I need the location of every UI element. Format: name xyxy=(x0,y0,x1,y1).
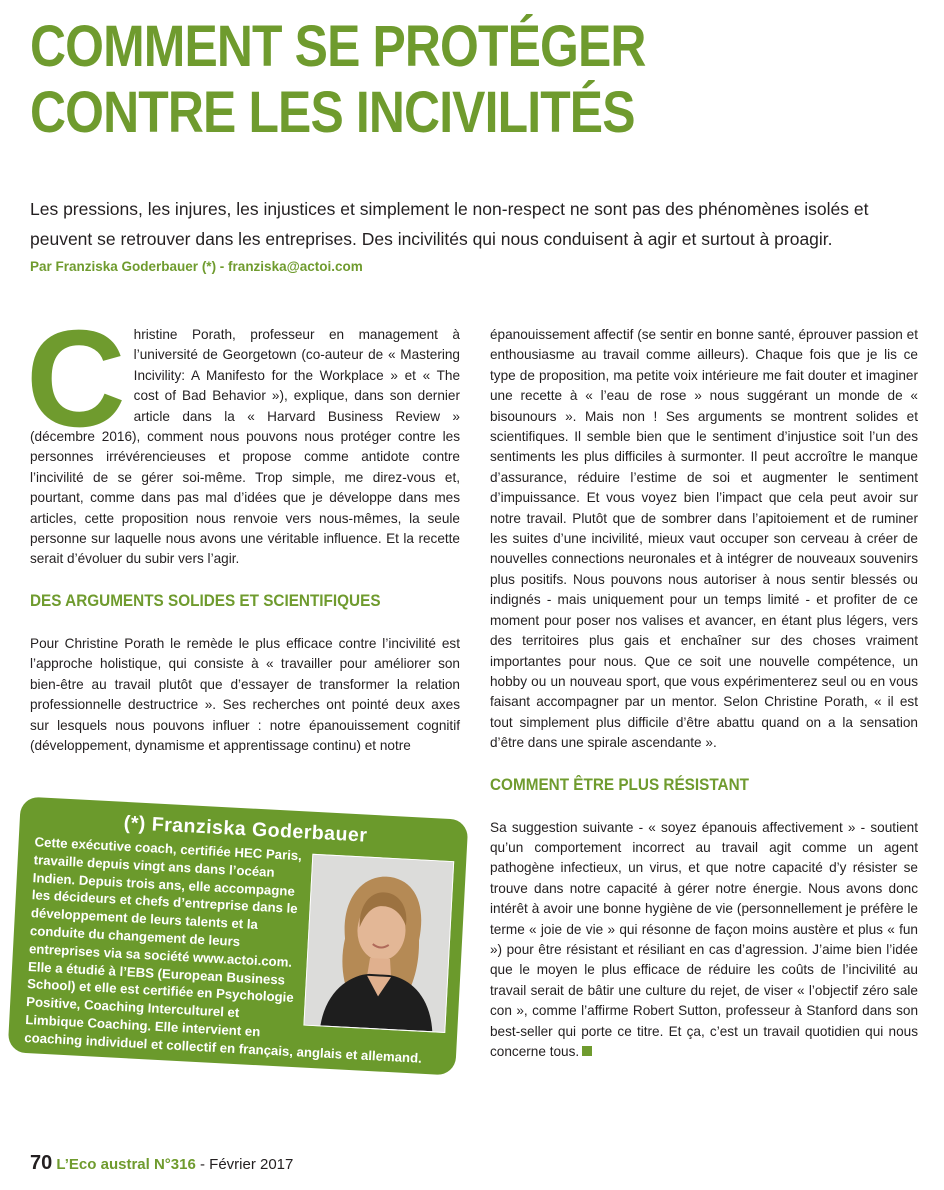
article-title xyxy=(30,14,787,146)
author-bio-content xyxy=(24,805,456,1068)
subheading-arguments: DES ARGUMENTS SOLIDES ET SCIENTIFIQUES xyxy=(30,590,381,610)
column-left xyxy=(26,302,460,756)
paragraph-continuation: épanouissement affectif (se sentir en bonne santé, éprouver passion et enthousiasme au travail comme ailleurs). Chaque fois que je lis ce type de proposition, ma petite voix intérieure me fait douter et imaginer une recette à « l’eau de rose » nous suggérant un monde de « bisounours ». Mais non ! Ses arguments se montrent solides et scientifiques. Il semble bien que le sentiment d’injustice soit l’un des sentiments les plus difficiles à surmonter. Il peut accroître le manque d’assurance, réduire l’estime de soi et augmenter le sentiment d’impuissance. Et vous voyez bien l’impact que cela peut avoir sur notre travail. Plutôt que de sombrer dans l’apitoiement et de ruminer les suites d’une incivilité, mieux vaut occuper son cerveau à créer de nouvelles connections neuronales et à intégrer de nouveaux souvenirs plus positifs. Nous pouvons nous autoriser à nous sentir blessés ou indignés - mais uniquement pour un temps limité - et profiter de ce moment pour poser nos valises et avancer, en étant plus légers, vers des territoires plus gais et enchaîner sur des choses vraiment importantes pour nous. Que ce soit une nouvelle compétence, un hobby ou un nouveau sport, que vous expérimenterez seul ou en vous faisant accompagner par un mentor. Selon Christine Porath, « il est tout simplement plus difficile d’être abattu quand on a la sensation d’être dans une spirale ascendante ». xyxy=(490,327,918,751)
author-portrait-image xyxy=(304,855,453,1032)
page-number: 70 xyxy=(30,1152,53,1174)
issue-date: - Février 2017 xyxy=(200,1156,294,1173)
page-footer xyxy=(30,1152,293,1175)
subheading-resistant: COMMENT ÊTRE PLUS RÉSISTANT xyxy=(490,774,749,794)
end-of-article-mark xyxy=(582,1046,592,1056)
title-line-2: CONTRE LES INCIVILITÉS xyxy=(30,80,635,145)
title-line-1: COMMENT SE PROTÉGER xyxy=(30,14,646,79)
author-photo xyxy=(303,854,454,1033)
lead-paragraph: Les pressions, les injures, les injustices et simplement le non-respect ne sont pas des phénomènes isolés et peuvent se retrouver dans les entreprises. Des incivilités qui nous conduisent à agir et surtout à proagir. xyxy=(30,199,869,249)
paragraph-resistant-text: Sa suggestion suivante - « soyez épanouis affectivement » - soutient qu’un comportement incorrect au travail agit comme un agent pathogène infectieux, un virus, et que notre capacité d’y résister se trouve dans notre capacité à gérer notre énergie. Nous avons donc intérêt à avoir une bonne hygiène de vie (personnellement je préfère le terme « joie de vie » qui résonne de façon moins austère et plus « fun ») pour être résistant et résiliant en cas d’agression. J’aime bien l’idée que le moyen le plus efficace de réduire les coûts de l’incivilité au travail serait de bâtir une culture du rejet, de viser « l’objectif zéro sale con », comme l’affirme Robert Sutton, professeur à Stanford dans son best-seller qui porte ce titre. Et ça, c’est un travail quotidien qui nous concerne tous. xyxy=(490,819,918,1059)
intro-paragraph: hristine Porath, professeur en management à l’université de Georgetown (co-auteur de « Mastering Incivility: A Manifesto for the Workplace » et « The cost of Bad Behavior »), explique, dans son dernier article dans la « Harvard Business Review » (décembre 2016), comment nous pouvons nous protéger contre les personnes irrévérencieuses et propose comme antidote contre l’incivilité de se gérer soi-même. Trop simple, me direz-vous et, pourtant, comme dans pas mal d’idées que je développe dans mes articles, cette proposition nous renvoie vers nous-mêmes, la seule personne sur laquelle nous avons une véritable influence. Et la recette serait d’évoluer du subir vers l’agir. xyxy=(30,327,460,567)
drop-cap: C xyxy=(26,302,126,456)
byline: Par Franziska Goderbauer (*) - franziska@actoi.com xyxy=(30,259,363,274)
column-right xyxy=(490,325,918,1062)
author-bio-name: (*) Franziska Goderbauer xyxy=(123,811,368,847)
author-bio-text: Cette exécutive coach, certifiée HEC Paris, travaille depuis vingt ans dans l’océan Indien. Depuis trois ans, elle accompagne les décideurs et chefs d’entreprise dans le développement de leurs talents et la conduite du changement de leurs entreprises via sa société www.actoi.com. Elle a étudié à l’EBS (European Business School) et elle est certifiée en Psychologie Positive, Coaching Interculturel et Limbique Coaching. Elle intervient en coaching individuel et collectif en français, anglais et allemand. xyxy=(24,834,423,1066)
paragraph-resistant xyxy=(490,818,918,1063)
magazine-name: L’Eco austral N°316 xyxy=(56,1156,196,1173)
author-bio-box xyxy=(8,796,469,1075)
paragraph-arguments: Pour Christine Porath le remède le plus efficace contre l’incivilité est l’approche holistique, qui consiste à « travailler pour améliorer son bien-être au travail plutôt que d’essayer de transformer la relation professionnelle destructrice ». Ses recherches ont pointé deux axes sur lesquels nous pouvons influer : notre épanouissement cognitif (développement, dynamisme et apprentissage continu) et notre xyxy=(30,635,460,753)
